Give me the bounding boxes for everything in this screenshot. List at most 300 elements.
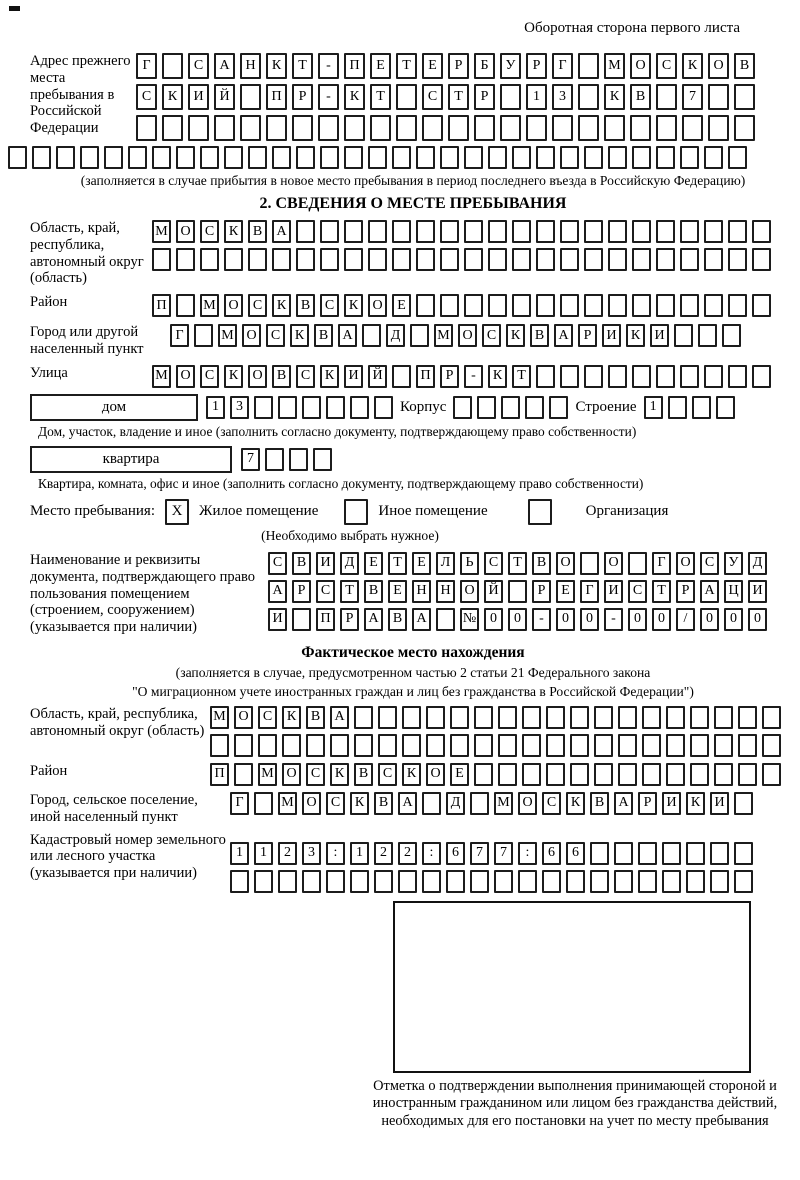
char-cell[interactable] [313,448,332,471]
char-cell[interactable] [608,365,627,388]
char-cell[interactable]: К [488,365,507,388]
char-cell[interactable] [690,763,709,786]
char-cell[interactable] [194,324,213,347]
char-cell[interactable] [200,248,219,271]
char-cell[interactable] [450,706,469,729]
char-cell[interactable] [370,115,391,141]
char-cell[interactable]: Е [556,580,575,603]
char-cell[interactable] [734,115,755,141]
char-cell[interactable] [152,248,171,271]
char-cell[interactable]: И [662,792,681,815]
char-cell[interactable] [536,365,555,388]
char-cell[interactable] [584,220,603,243]
char-cell[interactable] [344,248,363,271]
char-cell[interactable]: А [398,792,417,815]
char-cell[interactable]: И [268,608,287,631]
char-cell[interactable]: П [416,365,435,388]
char-cell[interactable] [368,220,387,243]
char-cell[interactable] [522,706,541,729]
char-cell[interactable]: 0 [724,608,743,631]
char-cell[interactable]: Г [652,552,671,575]
char-cell[interactable] [464,146,483,169]
char-cell[interactable] [289,448,308,471]
char-cell[interactable]: Т [340,580,359,603]
char-cell[interactable] [488,220,507,243]
char-cell[interactable] [501,396,520,419]
char-cell[interactable]: И [604,580,623,603]
char-cell[interactable] [200,146,219,169]
char-cell[interactable]: 0 [628,608,647,631]
char-cell[interactable] [618,763,637,786]
char-cell[interactable] [656,146,675,169]
char-cell[interactable] [326,396,345,419]
char-cell[interactable] [470,792,489,815]
char-cell[interactable] [552,115,573,141]
char-cell[interactable] [488,294,507,317]
char-cell[interactable]: № [460,608,479,631]
char-cell[interactable] [416,146,435,169]
char-cell[interactable] [628,552,647,575]
char-cell[interactable]: С [320,294,339,317]
char-cell[interactable]: С [258,706,277,729]
char-cell[interactable] [522,763,541,786]
char-cell[interactable] [570,763,589,786]
char-cell[interactable] [266,115,287,141]
char-cell[interactable]: В [306,706,325,729]
char-cell[interactable] [752,220,771,243]
char-cell[interactable] [416,294,435,317]
char-cell[interactable] [292,608,311,631]
char-cell[interactable] [440,146,459,169]
char-cell[interactable]: В [354,763,373,786]
char-cell[interactable]: В [364,580,383,603]
char-cell[interactable]: К [290,324,309,347]
char-cell[interactable] [296,146,315,169]
char-cell[interactable] [734,792,753,815]
char-cell[interactable]: М [152,220,171,243]
char-cell[interactable]: П [266,84,287,110]
char-cell[interactable] [704,146,723,169]
char-cell[interactable] [362,324,381,347]
char-cell[interactable]: Т [508,552,527,575]
char-cell[interactable] [570,706,589,729]
char-cell[interactable]: О [282,763,301,786]
char-cell[interactable]: У [724,552,743,575]
char-cell[interactable]: Т [388,552,407,575]
char-cell[interactable] [708,84,729,110]
char-cell[interactable]: К [330,763,349,786]
char-cell[interactable] [714,734,733,757]
char-cell[interactable] [690,706,709,729]
char-cell[interactable] [608,146,627,169]
char-cell[interactable] [704,294,723,317]
char-cell[interactable] [618,734,637,757]
char-cell[interactable] [722,324,741,347]
char-cell[interactable] [392,365,411,388]
char-cell[interactable]: А [554,324,573,347]
char-cell[interactable] [162,53,183,79]
char-cell[interactable] [368,146,387,169]
char-cell[interactable]: Г [170,324,189,347]
char-cell[interactable]: - [532,608,551,631]
char-cell[interactable]: С [296,365,315,388]
char-cell[interactable] [512,220,531,243]
char-cell[interactable] [728,365,747,388]
char-cell[interactable]: С [306,763,325,786]
char-cell[interactable] [56,146,75,169]
char-cell[interactable]: Е [412,552,431,575]
char-cell[interactable]: О [242,324,261,347]
char-cell[interactable] [546,763,565,786]
char-cell[interactable] [494,870,513,893]
char-cell[interactable]: О [368,294,387,317]
char-cell[interactable] [234,734,253,757]
char-cell[interactable] [560,248,579,271]
char-cell[interactable] [566,870,585,893]
char-cell[interactable] [176,248,195,271]
char-cell[interactable] [450,734,469,757]
char-cell[interactable] [354,706,373,729]
char-cell[interactable] [292,115,313,141]
char-cell[interactable] [708,115,729,141]
char-cell[interactable] [344,146,363,169]
char-cell[interactable] [560,365,579,388]
char-cell[interactable] [374,870,393,893]
char-cell[interactable] [422,870,441,893]
char-cell[interactable] [422,792,441,815]
char-cell[interactable]: О [518,792,537,815]
char-cell[interactable] [230,870,249,893]
char-cell[interactable] [378,706,397,729]
char-cell[interactable] [440,220,459,243]
char-cell[interactable]: - [464,365,483,388]
char-cell[interactable] [402,706,421,729]
char-cell[interactable]: Л [436,552,455,575]
char-cell[interactable]: С [200,365,219,388]
char-cell[interactable] [536,294,555,317]
char-cell[interactable]: О [630,53,651,79]
char-cell[interactable] [272,146,291,169]
char-cell[interactable] [302,870,321,893]
char-cell[interactable] [512,248,531,271]
char-cell[interactable]: Д [386,324,405,347]
char-cell[interactable] [474,734,493,757]
char-cell[interactable] [518,870,537,893]
char-cell[interactable]: О [224,294,243,317]
char-cell[interactable] [464,248,483,271]
char-cell[interactable] [614,842,633,865]
char-cell[interactable]: К [266,53,287,79]
char-cell[interactable]: К [402,763,421,786]
char-cell[interactable] [608,294,627,317]
char-cell[interactable] [398,870,417,893]
char-cell[interactable]: 3 [230,396,249,419]
char-cell[interactable]: К [682,53,703,79]
char-cell[interactable] [498,706,517,729]
char-cell[interactable]: В [314,324,333,347]
char-cell[interactable]: : [518,842,537,865]
char-cell[interactable] [318,115,339,141]
char-cell[interactable] [8,146,27,169]
char-cell[interactable]: - [318,84,339,110]
char-cell[interactable]: М [258,763,277,786]
char-cell[interactable] [734,84,755,110]
char-cell[interactable] [512,294,531,317]
char-cell[interactable]: Н [240,53,261,79]
char-cell[interactable]: И [602,324,621,347]
char-cell[interactable] [680,220,699,243]
char-cell[interactable] [604,115,625,141]
char-cell[interactable]: Р [676,580,695,603]
char-cell[interactable] [426,706,445,729]
char-cell[interactable]: В [374,792,393,815]
char-cell[interactable] [638,842,657,865]
char-cell[interactable]: Г [136,53,157,79]
char-cell[interactable]: О [676,552,695,575]
char-cell[interactable]: А [700,580,719,603]
char-cell[interactable] [618,706,637,729]
char-cell[interactable]: П [316,608,335,631]
char-cell[interactable] [734,870,753,893]
char-cell[interactable]: Д [748,552,767,575]
char-cell[interactable] [128,146,147,169]
char-cell[interactable] [608,248,627,271]
char-cell[interactable]: А [338,324,357,347]
char-cell[interactable] [630,115,651,141]
char-cell[interactable]: С [378,763,397,786]
char-cell[interactable]: Р [292,84,313,110]
char-cell[interactable] [224,248,243,271]
char-cell[interactable] [210,734,229,757]
char-cell[interactable]: О [176,365,195,388]
char-cell[interactable] [474,115,495,141]
char-cell[interactable]: К [320,365,339,388]
char-cell[interactable] [674,324,693,347]
char-cell[interactable] [254,792,273,815]
char-cell[interactable] [320,248,339,271]
char-cell[interactable] [426,734,445,757]
char-cell[interactable]: Й [368,365,387,388]
char-cell[interactable]: К [506,324,525,347]
char-cell[interactable]: С [248,294,267,317]
char-cell[interactable]: 7 [682,84,703,110]
char-cell[interactable] [584,248,603,271]
char-cell[interactable] [542,870,561,893]
char-cell[interactable] [594,734,613,757]
char-cell[interactable]: 1 [644,396,663,419]
char-cell[interactable]: Т [370,84,391,110]
char-cell[interactable] [265,448,284,471]
char-cell[interactable]: П [152,294,171,317]
char-cell[interactable]: С [266,324,285,347]
char-cell[interactable] [448,115,469,141]
char-cell[interactable]: Ь [460,552,479,575]
house-type-box[interactable] [30,394,198,421]
char-cell[interactable] [546,706,565,729]
char-cell[interactable]: Т [448,84,469,110]
char-cell[interactable] [632,248,651,271]
char-cell[interactable] [738,734,757,757]
char-cell[interactable]: Е [422,53,443,79]
char-cell[interactable] [656,115,677,141]
char-cell[interactable]: В [248,220,267,243]
char-cell[interactable] [326,870,345,893]
char-cell[interactable] [350,396,369,419]
char-cell[interactable]: М [434,324,453,347]
char-cell[interactable] [176,146,195,169]
char-cell[interactable]: П [210,763,229,786]
char-cell[interactable] [608,220,627,243]
char-cell[interactable] [477,396,496,419]
char-cell[interactable]: А [214,53,235,79]
char-cell[interactable]: С [700,552,719,575]
char-cell[interactable] [525,396,544,419]
char-cell[interactable] [680,146,699,169]
char-cell[interactable] [344,115,365,141]
char-cell[interactable] [656,84,677,110]
char-cell[interactable] [632,365,651,388]
char-cell[interactable] [136,115,157,141]
char-cell[interactable] [224,146,243,169]
char-cell[interactable] [258,734,277,757]
char-cell[interactable] [80,146,99,169]
char-cell[interactable] [546,734,565,757]
char-cell[interactable] [704,365,723,388]
char-cell[interactable]: 2 [374,842,393,865]
char-cell[interactable]: : [422,842,441,865]
char-cell[interactable] [488,248,507,271]
char-cell[interactable]: В [388,608,407,631]
char-cell[interactable]: О [458,324,477,347]
char-cell[interactable] [512,146,531,169]
char-cell[interactable]: 7 [241,448,260,471]
char-cell[interactable]: С [316,580,335,603]
char-cell[interactable] [440,294,459,317]
char-cell[interactable]: К [272,294,291,317]
char-cell[interactable]: Е [392,294,411,317]
char-cell[interactable]: 0 [556,608,575,631]
char-cell[interactable]: 0 [652,608,671,631]
char-cell[interactable]: О [708,53,729,79]
char-cell[interactable]: Е [370,53,391,79]
char-cell[interactable]: К [282,706,301,729]
char-cell[interactable]: Р [440,365,459,388]
char-cell[interactable] [536,248,555,271]
char-cell[interactable] [752,365,771,388]
char-cell[interactable] [578,84,599,110]
char-cell[interactable] [234,763,253,786]
char-cell[interactable]: Б [474,53,495,79]
char-cell[interactable] [594,706,613,729]
char-cell[interactable] [488,146,507,169]
char-cell[interactable] [656,365,675,388]
char-cell[interactable] [320,146,339,169]
char-cell[interactable]: 0 [484,608,503,631]
char-cell[interactable] [666,734,685,757]
char-cell[interactable] [716,396,735,419]
char-cell[interactable] [686,842,705,865]
char-cell[interactable] [410,324,429,347]
char-cell[interactable]: Т [292,53,313,79]
char-cell[interactable] [738,706,757,729]
char-cell[interactable]: О [234,706,253,729]
char-cell[interactable]: В [590,792,609,815]
char-cell[interactable] [632,294,651,317]
char-cell[interactable] [692,396,711,419]
char-cell[interactable] [714,706,733,729]
char-cell[interactable]: О [426,763,445,786]
char-cell[interactable] [453,396,472,419]
char-cell[interactable]: К [344,84,365,110]
char-cell[interactable]: М [200,294,219,317]
char-cell[interactable]: : [326,842,345,865]
char-cell[interactable]: Д [340,552,359,575]
char-cell[interactable] [710,870,729,893]
char-cell[interactable]: О [176,220,195,243]
char-cell[interactable]: В [296,294,315,317]
char-cell[interactable] [666,763,685,786]
char-cell[interactable]: 0 [508,608,527,631]
char-cell[interactable] [162,115,183,141]
char-cell[interactable]: / [676,608,695,631]
char-cell[interactable]: И [748,580,767,603]
char-cell[interactable] [584,294,603,317]
char-cell[interactable]: 0 [748,608,767,631]
char-cell[interactable]: В [272,365,291,388]
char-cell[interactable]: 0 [700,608,719,631]
char-cell[interactable] [396,115,417,141]
char-cell[interactable] [392,248,411,271]
char-cell[interactable] [416,220,435,243]
char-cell[interactable] [752,248,771,271]
char-cell[interactable] [656,294,675,317]
char-cell[interactable] [344,220,363,243]
char-cell[interactable]: С [484,552,503,575]
char-cell[interactable] [710,842,729,865]
char-cell[interactable]: В [292,552,311,575]
char-cell[interactable]: И [316,552,335,575]
char-cell[interactable]: А [268,580,287,603]
char-cell[interactable]: 2 [398,842,417,865]
char-cell[interactable]: Т [512,365,531,388]
char-cell[interactable]: Р [340,608,359,631]
char-cell[interactable]: М [218,324,237,347]
char-cell[interactable]: С [200,220,219,243]
char-cell[interactable]: Р [638,792,657,815]
char-cell[interactable]: К [626,324,645,347]
char-cell[interactable] [714,763,733,786]
char-cell[interactable]: А [412,608,431,631]
char-cell[interactable]: Н [436,580,455,603]
char-cell[interactable]: К [162,84,183,110]
char-cell[interactable]: К [224,365,243,388]
char-cell[interactable]: О [604,552,623,575]
char-cell[interactable] [680,294,699,317]
char-cell[interactable] [642,763,661,786]
char-cell[interactable] [590,842,609,865]
char-cell[interactable]: К [344,294,363,317]
char-cell[interactable] [446,870,465,893]
char-cell[interactable] [464,294,483,317]
char-cell[interactable] [392,220,411,243]
char-cell[interactable] [498,734,517,757]
char-cell[interactable] [680,365,699,388]
char-cell[interactable] [374,396,393,419]
char-cell[interactable]: 1 [230,842,249,865]
char-cell[interactable]: С [542,792,561,815]
char-cell[interactable] [526,115,547,141]
char-cell[interactable] [752,294,771,317]
